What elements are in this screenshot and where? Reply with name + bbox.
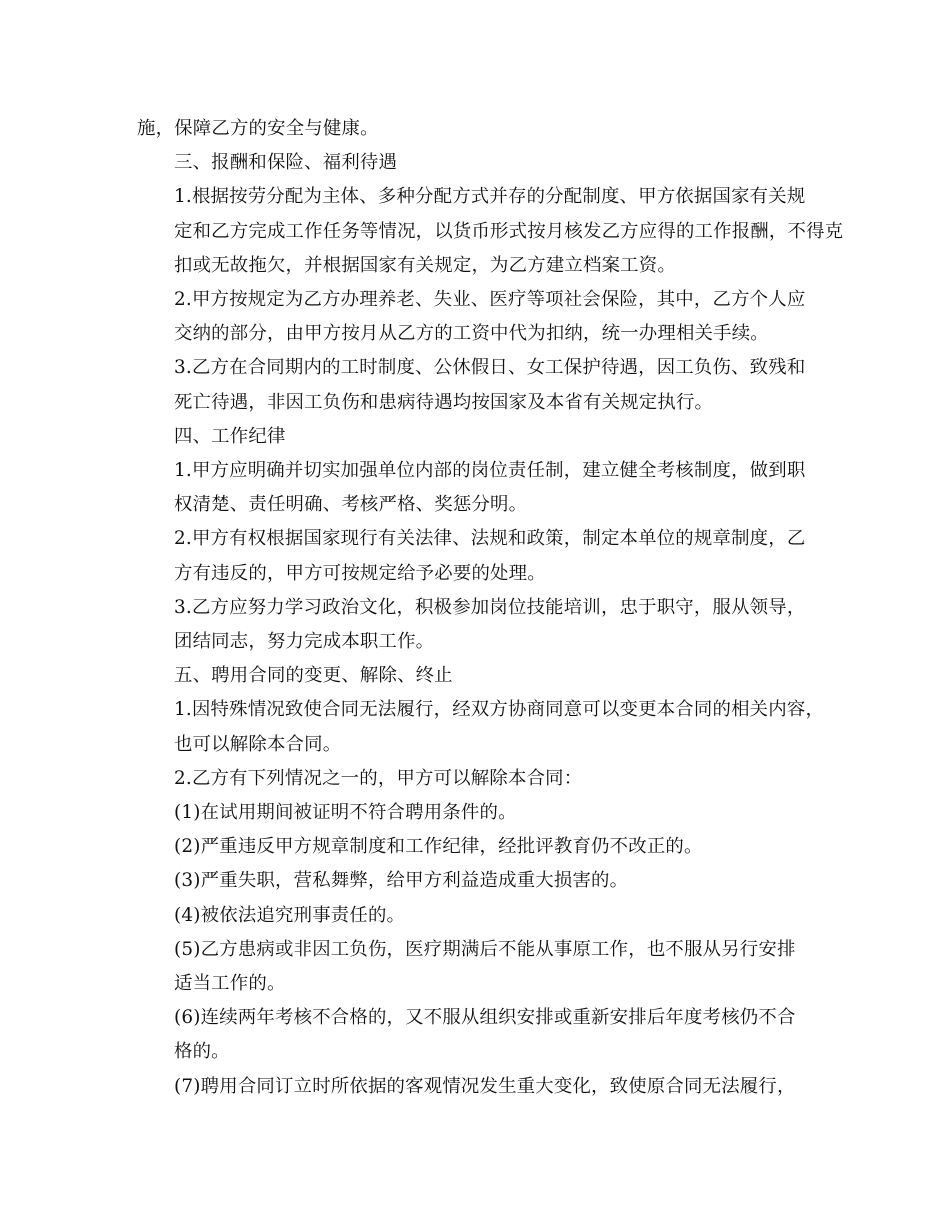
paragraph-line: (6)连续两年考核不合格的，又不服从组织安排或重新安排后年度考核仍不合 (174, 1007, 796, 1029)
paragraph-line: 适当工作的。 (174, 973, 286, 995)
paragraph-line: (4)被依法追究刑事责任的。 (174, 904, 406, 926)
paragraph-line: 施，保障乙方的安全与健康。 (137, 118, 379, 139)
paragraph-line: 1.因特殊情况致使合同无法履行，经双方协商同意可以变更本合同的相关内容， (174, 699, 825, 721)
paragraph-line: 四、工作纪律 (174, 425, 286, 447)
document-paragraph (137, 591, 817, 659)
paragraph-line: 3.乙方在合同期内的工时制度、公休假日、女工保护待遇，因工负伤、致残和 (174, 357, 806, 379)
paragraph-line: 1.根据按劳分配为主体、多种分配方式并存的分配制度、甲方依据国家有关规 (174, 186, 806, 208)
document-paragraph (137, 283, 817, 351)
document-paragraph (137, 351, 817, 419)
paragraph-line: 1.甲方应明确并切实加强单位内部的岗位责任制，建立健全考核制度，做到职 (174, 460, 806, 482)
document-paragraph (137, 1001, 817, 1069)
paragraph-line: 团结同志，努力完成本职工作。 (174, 631, 435, 653)
document-body (137, 112, 844, 1104)
document-paragraph (137, 933, 817, 1001)
paragraph-line: 方有违反的，甲方可按规定给予必要的处理。 (174, 562, 546, 584)
paragraph-line: 扣或无故拖欠，并根据国家有关规定，为乙方建立档案工资。 (174, 254, 676, 276)
document-paragraph (137, 180, 844, 283)
document-paragraph (137, 796, 817, 830)
document-paragraph (137, 1070, 817, 1104)
paragraph-line: (2)严重违反甲方规章制度和工作纪律，经批评教育仍不改正的。 (174, 836, 703, 858)
paragraph-line: 3.乙方应努力学习政治文化，积极参加岗位技能培训，忠于职守，服从领导， (174, 596, 806, 618)
paragraph-line: (7)聘用合同订立时所依据的客观情况发生重大变化，致使原合同无法履行， (174, 1075, 796, 1097)
document-paragraph (137, 899, 817, 933)
paragraph-line: 三、报酬和保险、福利待遇 (174, 152, 398, 174)
paragraph-line: 五、聘用合同的变更、解除、终止 (174, 665, 453, 687)
paragraph-line: 定和乙方完成工作任务等情况，以货币形式按月核发乙方应得的工作报酬，不得克 (174, 220, 844, 242)
document-paragraph (137, 693, 825, 761)
paragraph-line: 权清楚、责任明确、考核严格、奖惩分明。 (174, 494, 528, 516)
document-paragraph (137, 112, 817, 146)
paragraph-line: 2.乙方有下列情况之一的，甲方可以解除本合同： (174, 767, 583, 789)
paragraph-line: (1)在试用期间被证明不符合聘用条件的。 (174, 802, 517, 824)
document-paragraph (137, 454, 817, 522)
document-paragraph (137, 522, 817, 590)
paragraph-line: (3)严重失职，营私舞弊，给甲方利益造成重大损害的。 (174, 870, 629, 892)
paragraph-line: (5)乙方患病或非因工负伤，医疗期满后不能从事原工作，也不服从另行安排 (174, 938, 796, 960)
paragraph-line: 也可以解除本合同。 (174, 733, 342, 755)
document-paragraph (137, 830, 817, 864)
document-paragraph (137, 762, 817, 796)
document-paragraph (137, 146, 817, 180)
document-paragraph (137, 864, 817, 898)
paragraph-line: 格的。 (174, 1041, 230, 1063)
document-paragraph (137, 420, 817, 454)
document-paragraph (137, 659, 817, 693)
paragraph-line: 死亡待遇，非因工负伤和患病待遇均按国家及本省有关规定执行。 (174, 391, 714, 413)
paragraph-line: 2.甲方按规定为乙方办理养老、失业、医疗等项社会保险，其中，乙方个人应 (174, 289, 806, 311)
paragraph-line: 交纳的部分，由甲方按月从乙方的工资中代为扣纳，统一办理相关手续。 (174, 323, 769, 345)
paragraph-line: 2.甲方有权根据国家现行有关法律、法规和政策，制定本单位的规章制度，乙 (174, 528, 806, 550)
